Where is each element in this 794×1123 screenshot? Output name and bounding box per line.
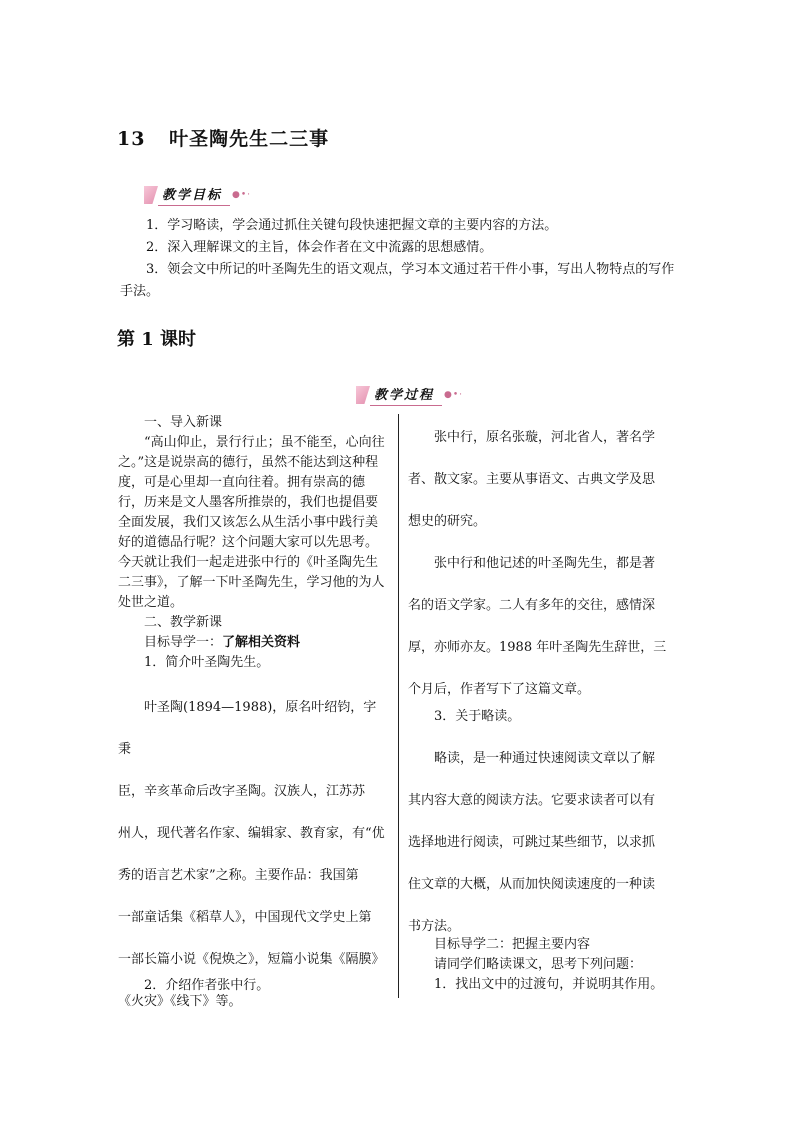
bio-line: 秀的语言艺术家”之称。主要作品：我国第 — [118, 868, 359, 883]
bio-line: 州人，现代著名作家、编辑家、教育家，有“优 — [118, 826, 385, 841]
skim-line: 其内容大意的阅读方法。它要求读者可以有 — [408, 793, 656, 808]
lesson-title: 第 1 课时 — [117, 329, 197, 350]
goals-tag-label: 教学目标 — [158, 184, 230, 206]
chapter-number: 13 — [117, 128, 146, 150]
flag-icon — [144, 186, 158, 204]
intro-text: “高山仰止，景行行止；虽不能至，心向往之。”这是说崇高的德行，虽然不能达到这种程度，可是心里却一直向往着。拥有崇高的德行，历来是文人墨客所推崇的，我们也提倡要全面发展，我们又该怎么从生活小事中践行美好的道德品行呢？这个问题大家可以先思考。今天就让我们一起走进张中行的《叶圣陶先生二三事》，了解一下叶圣陶先生，学习他的为人处世之道。 — [118, 435, 385, 610]
question1: 1．找出文中的过渡句，并说明其作用。 — [434, 977, 664, 992]
skim-line: 书方法。 — [408, 919, 461, 934]
zhang-line: 者、散文家。主要从事语文、古典文学及思 — [408, 472, 656, 487]
zhang-intro — [408, 417, 678, 543]
target1-heading — [118, 633, 388, 653]
relation-block — [408, 543, 678, 711]
flag-icon — [356, 386, 370, 404]
left-column — [118, 413, 388, 673]
target2-heading: 目标导学二：把握主要内容 — [434, 937, 591, 952]
bio-line: 叶圣陶(1894—1988)，原名叶绍钧，字秉 — [118, 700, 377, 757]
zhang-line: 张中行，原名张璇，河北省人，著名学 — [434, 430, 656, 445]
zhang-line: 想史的研究。 — [408, 514, 487, 529]
bio-line: 一部童话集《稻草人》，中国现代文学史上第 — [118, 910, 372, 925]
relation-line: 张中行和他记述的叶圣陶先生，都是著 — [434, 556, 656, 571]
new-lesson-heading: 二、教学新课 — [144, 615, 223, 630]
item2-block — [118, 976, 388, 996]
relation-line: 厚，亦师亦友。1988 年叶圣陶先生辞世，三 — [408, 640, 667, 655]
goals-list — [120, 215, 680, 303]
target1-title: 了解相关资料 — [222, 635, 301, 650]
target1-prefix: 目标导学一： — [144, 635, 223, 650]
chapter-name: 叶圣陶先生二三事 — [169, 128, 330, 150]
bio-block — [118, 687, 388, 1023]
intro-heading: 一、导入新课 — [144, 415, 223, 430]
goal-item: 3．领会文中所记的叶圣陶先生的语文观点，学习本文通过若干件小事，写出人物特点的写作手法。 — [120, 262, 675, 299]
item1: 1．简介叶圣陶先生。 — [144, 655, 270, 670]
skim-line: 略读，是一种通过快速阅读文章以了解 — [434, 751, 656, 766]
goal-item: 2．深入理解课文的主旨，体会作者在文中流露的思想感情。 — [146, 240, 493, 255]
relation-line: 个月后，作者写下了这篇文章。 — [408, 682, 591, 697]
bio-line: 一部长篇小说《倪焕之》，短篇小说集《隔膜》 — [118, 952, 385, 967]
column-divider — [398, 414, 399, 998]
item2: 2．介绍作者张中行。 — [144, 978, 270, 993]
dots-icon: ●•· — [232, 190, 252, 200]
dots-icon: ●•· — [444, 390, 464, 400]
chapter-title — [117, 124, 329, 151]
goal-item: 1．学习略读，学会通过抓住关键句段快速把握文章的主要内容的方法。 — [146, 218, 558, 233]
instruction: 请同学们略读课文，思考下列问题： — [434, 957, 643, 972]
goals-tag — [144, 184, 251, 206]
bio-line: 《火灾》《线下》等。 — [118, 994, 242, 1009]
item3: 3．关于略读。 — [434, 709, 521, 724]
skim-line: 选择地进行阅读，可跳过某些细节，以求抓 — [408, 835, 656, 850]
bio-line: 臣，辛亥革命后改字圣陶。汉族人，江苏苏 — [118, 784, 366, 799]
target2-block — [408, 935, 678, 995]
process-tag-label: 教学过程 — [370, 384, 442, 406]
skim-line: 住文章的大概，从而加快阅读速度的一种读 — [408, 877, 656, 892]
relation-line: 名的语文学家。二人有多年的交往，感情深 — [408, 598, 656, 613]
skim-block — [408, 696, 678, 948]
process-tag — [356, 384, 463, 406]
